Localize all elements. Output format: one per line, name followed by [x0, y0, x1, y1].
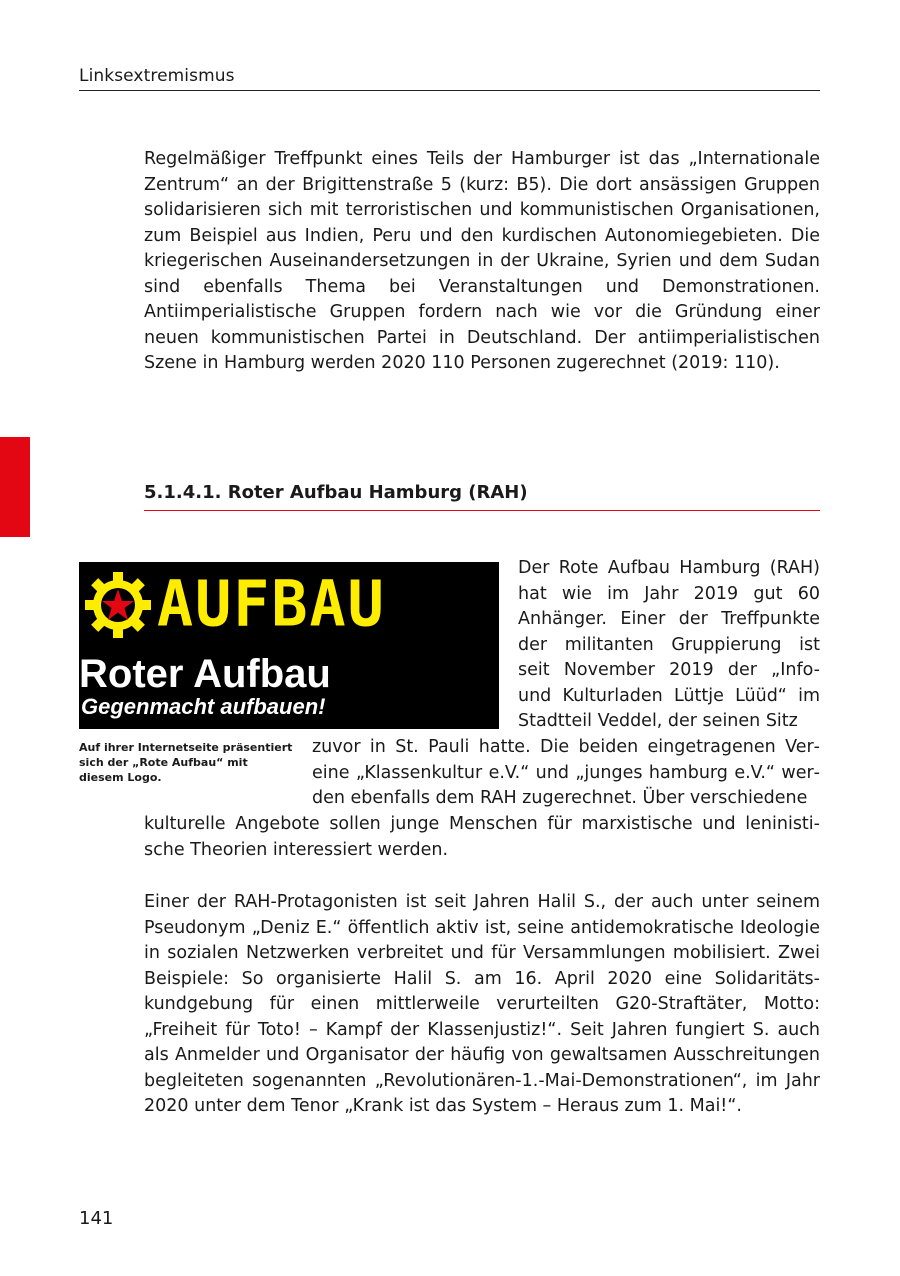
- section-rule: [144, 510, 820, 511]
- rah-paragraph-right-column: Der Rote Aufbau Hamburg (RAH) hat wie im Jahr 2019 gut 60 Anhänger. Einer der Treffpunkte der militanten Gruppierung ist seit November 2019 der „Info- und Kulturladen Lüttje Lüüd“ im Stadtteil Veddel, der seinen Sitz: [518, 558, 820, 731]
- logo-caption: Auf ihrer Internetseite präsentiert sich der „Rote Aufbau“ mit diesem Logo.: [79, 741, 293, 784]
- header-rule: [79, 90, 820, 91]
- logo-title: Roter Aufbau: [79, 652, 331, 696]
- logo-wordmark: AUFBAU: [157, 567, 386, 642]
- intro-paragraph: Regelmäßiger Treffpunkt eines Teils der Hamburger ist das „Internationale Zentrum“ an der Brigittenstraße 5 (kurz: B5). Die dort ansässigen Gruppen solidarisieren sich mit terroristischen und kommunistischen Organisationen, zum Beispiel aus Indien, Peru und den kurdischen Autonomiegebieten. Die kriegerischen Auseinandersetzungen in der Ukraine, Syrien und dem Sudan sind ebenfalls Thema bei Veranstaltungen und Demonstrationen. Antiimperialistische Gruppen fordern nach wie vor die Gründung einer neuen kommunistischen Partei in Deutschland. Der antiimperialistischen Szene in Hamburg werden 2020 110 Personen zugerechnet (2019: 110).: [144, 149, 820, 373]
- rah-paragraph-middle-column: zuvor in St. Pauli hatte. Die beiden eingetragenen Vereine „Klassenkultur e.V.“ und „junges hamburg e.V.“ werden ebenfalls dem RAH zugerechnet. Über verschiedene: [312, 737, 820, 808]
- page-number: 141: [79, 1208, 114, 1229]
- protagonist-paragraph: Einer der RAH-Protagonisten ist seit Jahren Halil S., der auch unter seinem Pseudonym „Deniz E.“ öffentlich aktiv ist, seine antidemokratische Ideologie in sozialen Netzwerken verbreitet und für Versammlungen mobilisiert. Zwei Beispiele: So organisierte Halil S. am 16. April 2020 eine Solidaritätskundgebung für einen mittlerweile verurteilten G20-Straftäter, Motto: „Freiheit für Toto! – Kampf der Klassenjustiz!“. Seit Jahren fungiert S. auch als Anmelder und Organisator der häufig von gewaltsamen Ausschreitungen begleiteten sogenannten „Revolutionären-1.-Mai-Demonstrationen“, im Jahr 2020 unter dem Tenor „Krank ist das System – Heraus zum 1. Mai!“.: [144, 892, 820, 1116]
- gear-star-icon: [85, 572, 151, 638]
- rah-paragraph-full-width: kulturelle Angebote sollen junge Menschen für marxistische und leninistische Theorien interessiert werden.: [144, 814, 820, 860]
- logo-tagline: Gegenmacht aufbauen!: [81, 694, 326, 719]
- roter-aufbau-logo: [79, 562, 499, 729]
- section-heading: 5.1.4.1. Roter Aufbau Hamburg (RAH): [144, 482, 528, 503]
- chapter-marker-tab: [0, 437, 30, 537]
- running-title: Linksextremismus: [79, 66, 235, 86]
